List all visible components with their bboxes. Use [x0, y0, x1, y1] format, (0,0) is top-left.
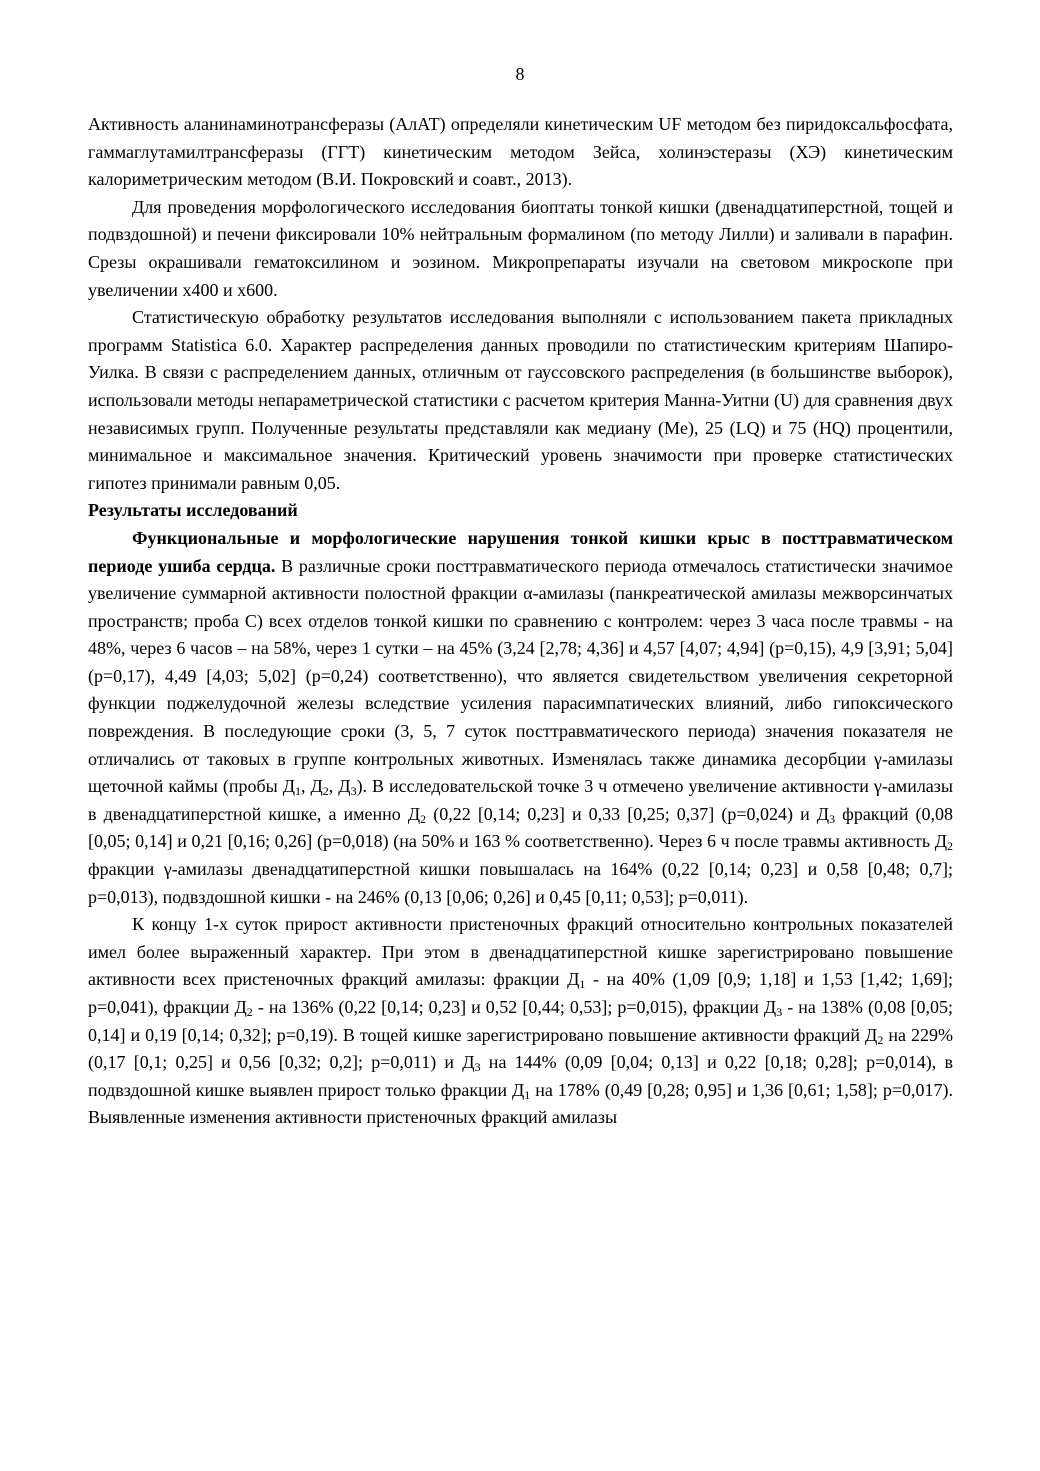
document-body	[88, 111, 953, 1132]
paragraph-methods-enzymes: Активность аланинаминотрансферазы (АлАТ) определяли кинетическим UF методом без пиридоксальфосфата, гаммаглутамилтрансферазы (ГГТ) кинетическим методом Зейса, холинэстеразы (ХЭ) кинетическим калориметрическим методом (В.И. Покровский и соавт., 2013).	[88, 114, 953, 190]
section-heading-results: Результаты исследований	[88, 500, 298, 521]
paragraph-bold-lead: Функциональные и морфологические нарушения тонкой кишки крыс в посттравматическом периоде ушиба сердца.	[88, 527, 953, 576]
paragraph-results-amylase: Функциональные и морфологические нарушения тонкой кишки крыс в посттравматическом периоде ушиба сердца. В различные сроки посттравматического периода отмечалось статистически значимое увеличение суммарной активности полостной фракции α-амилазы (панкреатической амилазы межворсинчатых пространств; проба С) всех отделов тонкой кишки по сравнению с контролем: через 3 часа после травмы - на 48%, через 6 часов – на 58%, через 1 сутки – на 45% (3,24 [2,78; 4,36] и 4,57 [4,07; 4,94] (р=0,15), 4,9 [3,91; 5,04] (р=0,17), 4,49 [4,03; 5,02] (р=0,24) соответственно), что является свидетельством увеличения секреторной функции поджелудочной железы вследствие усиления парасимпатических влияний, либо гипоксического повреждения. В последующие сроки (3, 5, 7 суток посттравматического периода) значения показателя не отличались от таковых в группе контрольных животных. Изменялась также динамика десорбции γ-амилазы щеточной каймы (пробы $Д_1$, $Д_2$, $Д_3$). В исследовательской точке 3 ч отмечено увеличение активности γ-амилазы в двенадцатиперстной кишке, а именно $Д_2$ (0,22 [0,14; 0,23] и 0,33 [0,25; 0,37] (р=0,024) и $Д_3$ фракций (0,08 [0,05; 0,14] и 0,21 [0,16; 0,26] (р=0,018) (на 50% и 163 % соответственно). Через 6 ч после травмы активность $Д_2$ фракции γ-амилазы двенадцатиперстной кишки повышалась на 164% (0,22 [0,14; 0,23] и 0,58 [0,48; 0,7]; р=0,013), подвздошной кишки - на 246% (0,13 [0,06; 0,26] и 0,45 [0,11; 0,53]; р=0,011).	[88, 527, 954, 907]
page-number: 8	[515, 64, 525, 84]
paragraph-results-day1: К концу 1-х суток прирост активности пристеночных фракций относительно контрольных показателей имел более выраженный характер. При этом в двенадцатиперстной кишке зарегистрировано повышение активности всех пристеночных фракций амилазы: фракции $Д_1$ - на 40% (1,09 [0,9; 1,18] и 1,53 [1,42; 1,69]; р=0,041), фракции $Д_2$ - на 136% (0,22 [0,14; 0,23] и 0,52 [0,44; 0,53]; р=0,015), фракции $Д_3$ - на 138% (0,08 [0,05; 0,14] и 0,19 [0,14; 0,32]; р=0,19). В тощей кишке зарегистрировано повышение активности фракций $Д_2$ на 229% (0,17 [0,1; 0,25] и 0,56 [0,32; 0,2]; р=0,011) и $Д_3$ на 144% (0,09 [0,04; 0,13] и 0,22 [0,18; 0,28]; р=0,014), в подвздошной кишке выявлен прирост только фракции $Д_1$ на 178% (0,49 [0,28; 0,95] и 1,36 [0,61; 1,58]; р=0,017). Выявленные изменения активности пристеночных фракций амилазы	[88, 914, 953, 1128]
paragraph-statistics: Статистическую обработку результатов исследования выполняли с использованием пакета прикладных программ Statistica 6.0. Характер распределения данных проводили по статистическим критериям Шапиро-Уилка. В связи с распределением данных, отличным от гауссовского распределения (в большинстве выборок), использовали методы непараметрической статистики с расчетом критерия Манна-Уитни (U) для сравнения двух независимых групп. Полученные результаты представляли как медиану (Me), 25 (LQ) и 75 (HQ) процентили, минимальное и максимальное значения. Критический уровень значимости при проверке статистических гипотез принимали равным 0,05.	[88, 307, 953, 493]
paragraph-morphology: Для проведения морфологического исследования биоптаты тонкой кишки (двенадцатиперстной, тощей и подвздошной) и печени фиксировали 10% нейтральным формалином (по методу Лилли) и заливали в парафин. Срезы окрашивали гематоксилином и эозином. Микропрепараты изучали на световом микроскопе при увеличении х400 и х600.	[88, 196, 953, 300]
